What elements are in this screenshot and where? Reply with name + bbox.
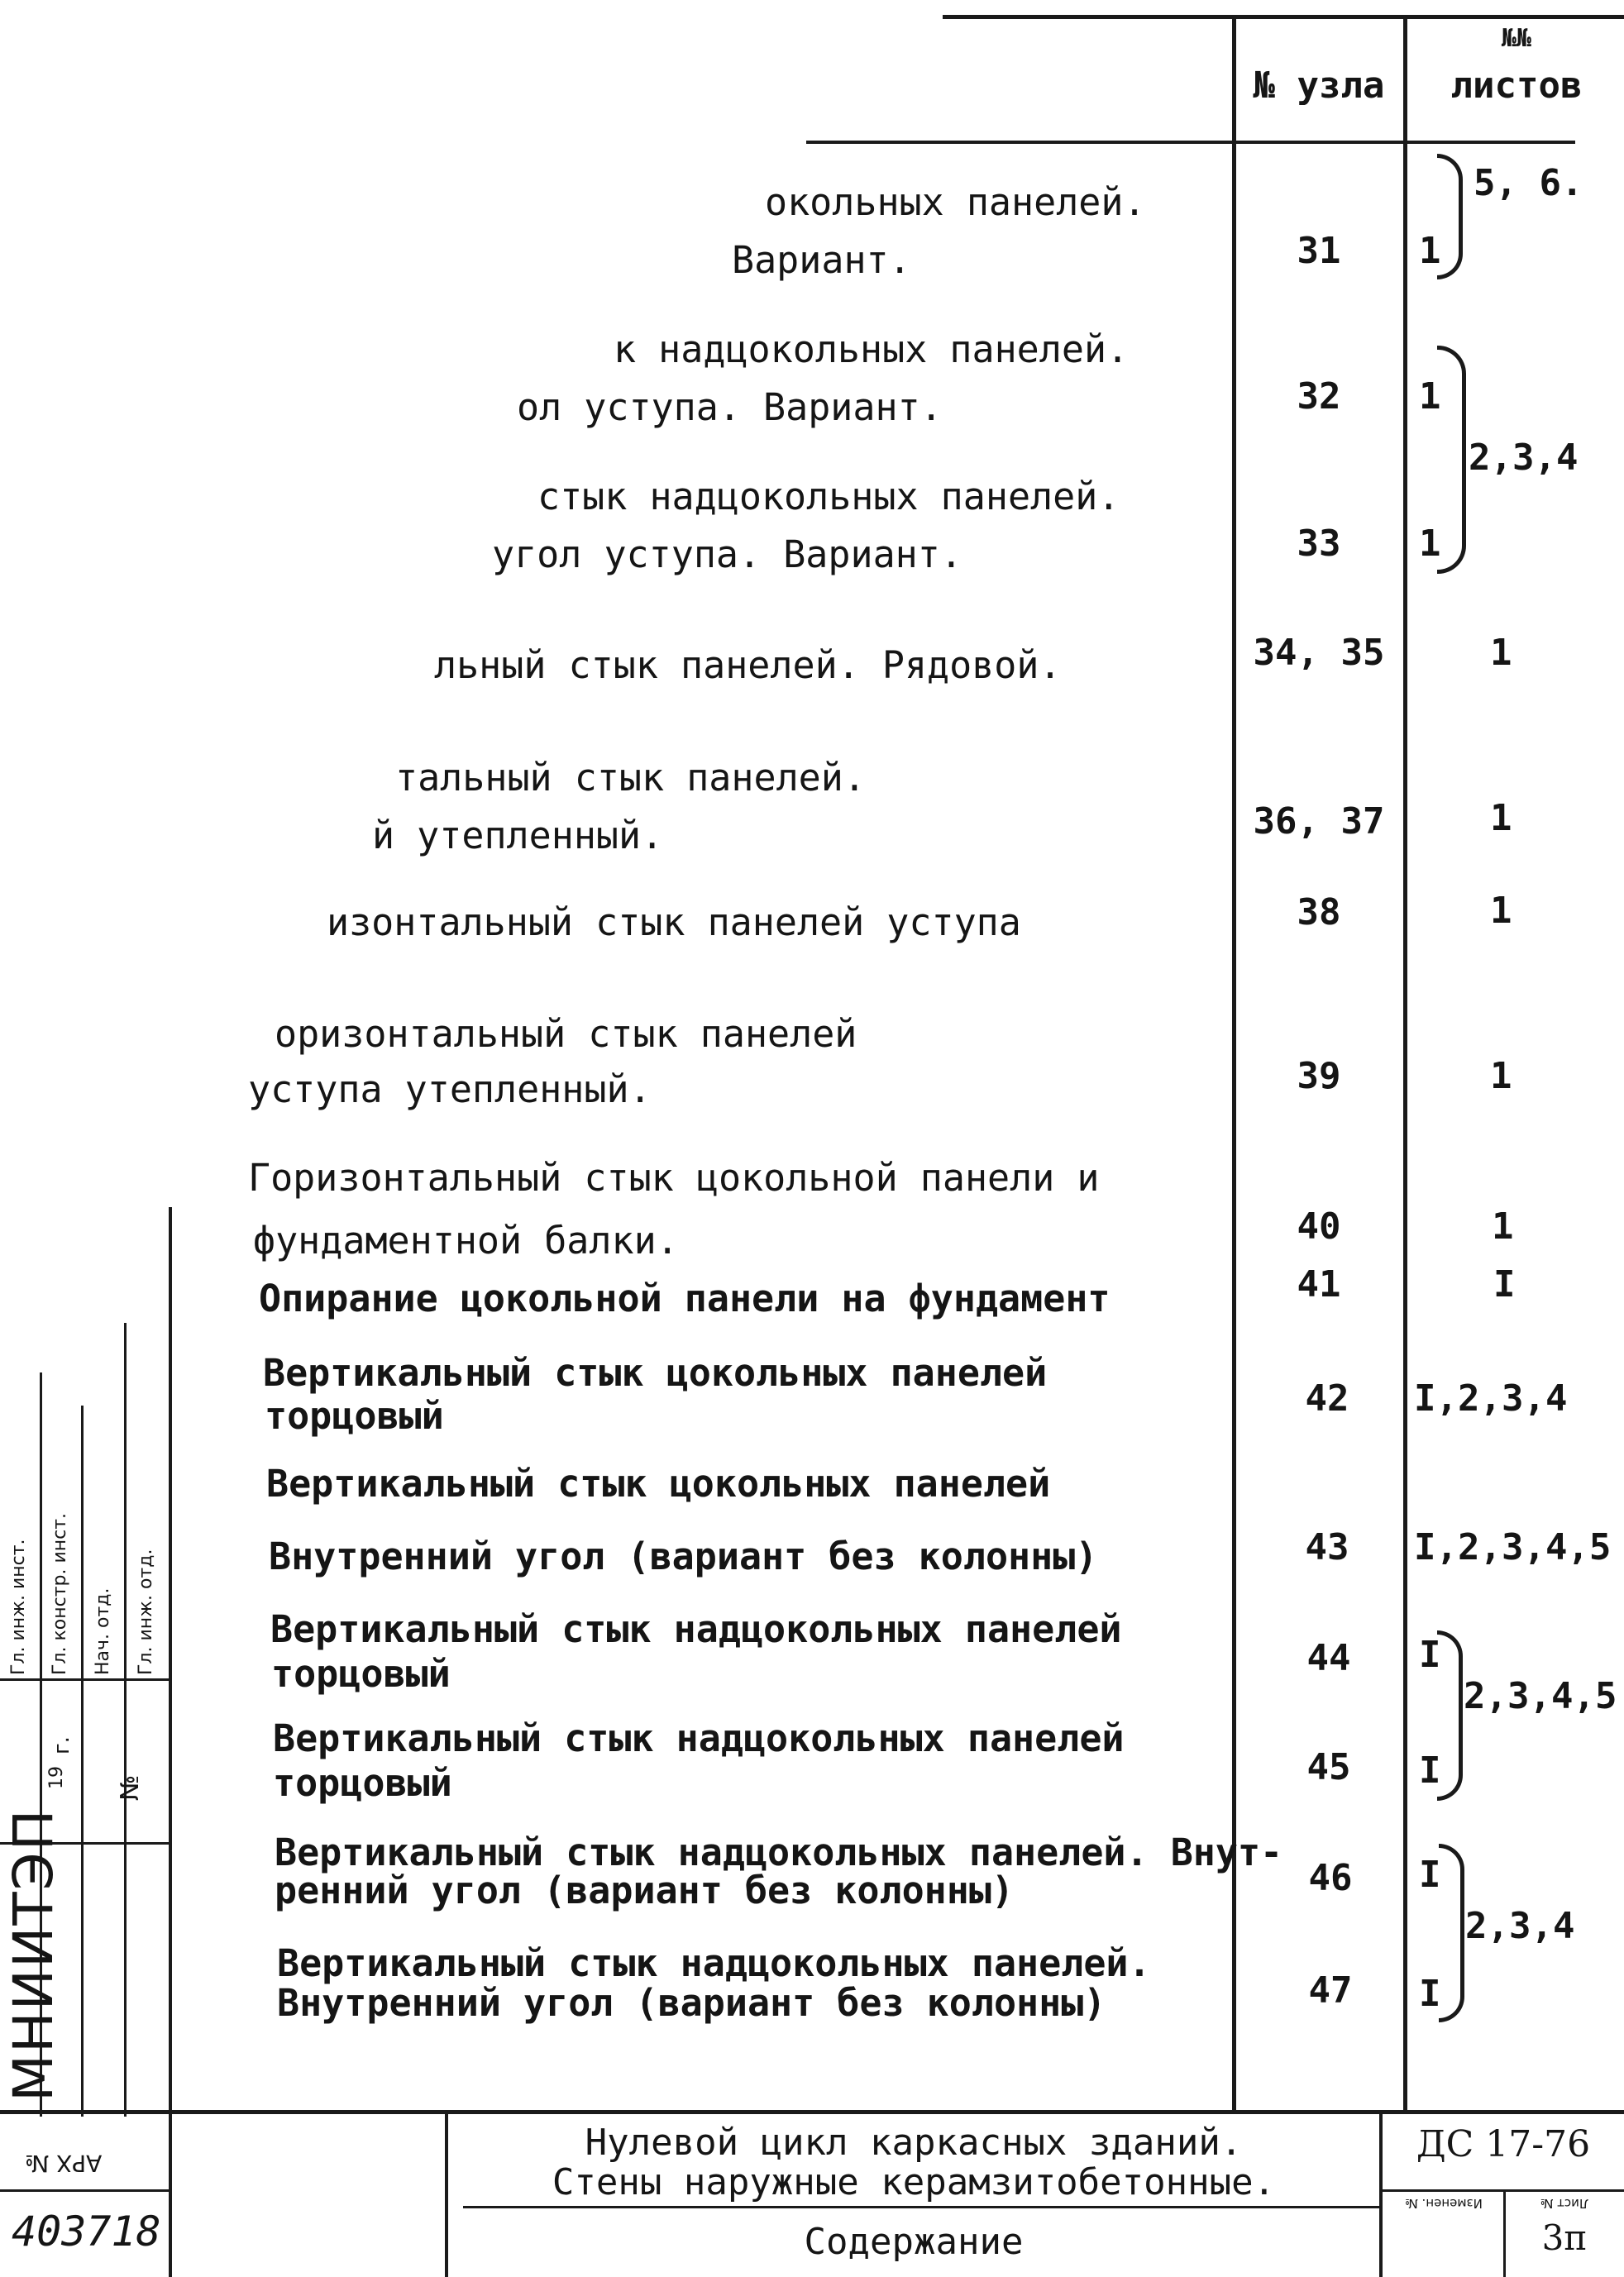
sheet-41: I (1493, 1263, 1516, 1306)
archive-rule (0, 2189, 169, 2192)
node-column-left-rule (1232, 15, 1236, 2112)
sheet-group-44-45: 2,3,4,5 (1464, 1675, 1617, 1717)
title-block-sheet-rule (1503, 2192, 1506, 2277)
node-number-45: 45 (1306, 1746, 1351, 1788)
header-rule (806, 141, 1575, 144)
node-number-44: 44 (1306, 1637, 1351, 1679)
sheet-44: I (1419, 1634, 1441, 1676)
node-number-42: 42 (1305, 1377, 1349, 1420)
brace-group-44-45 (1437, 1630, 1463, 1801)
row-44-line-2: торцовый (271, 1652, 451, 1696)
node-number-43: 43 (1305, 1526, 1349, 1568)
stamp-label-dept-head: Нач. отд. (93, 1587, 113, 1675)
stamp-no-mark: № (116, 1774, 145, 1801)
sheet-46: I (1419, 1854, 1441, 1896)
node-number-47: 47 (1308, 1969, 1353, 2012)
node-number-39: 39 (1297, 1055, 1341, 1097)
row-46-line-2: ренний угол (вариант без колонны) (275, 1869, 1015, 1912)
row-44-line-1: Вертикальный стык надцокольных панелей (270, 1607, 1122, 1651)
row-39-line-2: уступа утепленный. (248, 1067, 652, 1111)
document-code: ДС 17-76 (1416, 2123, 1591, 2165)
node-column-header: № узла (1253, 64, 1385, 107)
row-31-line-1: окольных панелей. (765, 180, 1146, 224)
sheet-group-32-33: 2,3,4 (1469, 437, 1579, 479)
row-46-line-1: Вертикальный стык надцокольных панелей. Внут- (275, 1831, 1283, 1874)
node-number-32: 32 (1297, 375, 1341, 418)
sheet-number: 3п (1541, 2217, 1588, 2258)
node-number-41: 41 (1297, 1263, 1341, 1306)
sheet-40: 1 (1492, 1205, 1514, 1248)
archive-label-text: АРХ № (25, 2150, 103, 2177)
sheet-group-31: 5, 6. (1474, 162, 1583, 204)
row-45-line-1: Вертикальный стык надцокольных панелей (273, 1716, 1125, 1760)
sheet-32: 1 (1419, 375, 1441, 418)
title-line-2: Стены наружные керамзитобетонные. (552, 2161, 1276, 2203)
stamp-label-chief-designer: Гл. констр. инст. (50, 1512, 70, 1675)
stamp-label-dept-engineer: Гл. инж. отд. (136, 1549, 156, 1675)
sheet-34-35: 1 (1490, 632, 1512, 674)
sheets-column-left-rule (1403, 15, 1407, 2112)
archive-number: 403718 (12, 2208, 161, 2256)
stamp-grid-h1 (0, 1678, 169, 1681)
row-36-line-1: тальный стык панелей. (395, 756, 866, 800)
stamp-org-rule (0, 2110, 169, 2112)
brace-group-46-47 (1439, 1844, 1464, 2022)
label-sheet-no-text: Лист № (1540, 2196, 1589, 2211)
sheet-33: 1 (1419, 523, 1441, 565)
sheet-39: 1 (1490, 1055, 1512, 1097)
row-33-line-2: угол уступа. Вариант. (492, 532, 962, 576)
row-42-line-2: торцовый (265, 1394, 444, 1438)
row-38-line-1: изонтальный стык панелей уступа (327, 900, 1021, 944)
stamp-grid-3 (124, 1323, 127, 2117)
title-block-mid-rule (463, 2206, 1379, 2208)
row-41-line-1: Опирание цокольной панели на фундамент (259, 1277, 1111, 1320)
sheet-31: 1 (1419, 230, 1441, 272)
stamp-year-mark: 19 (46, 1766, 67, 1789)
row-43-line-2: Внутренний угол (вариант без колонны) (269, 1535, 1098, 1578)
label-change-no (1386, 2196, 1502, 2211)
sheet-36-37: 1 (1490, 797, 1512, 839)
title-subtitle: Содержание (804, 2221, 1024, 2263)
node-number-34-35: 34, 35 (1253, 632, 1385, 674)
sheet-42: I,2,3,4 (1414, 1377, 1568, 1420)
stamp-right-rule (169, 1207, 172, 2277)
sheet-47: I (1419, 1973, 1441, 2015)
node-number-36-37: 36, 37 (1253, 800, 1385, 843)
node-number-46: 46 (1308, 1857, 1353, 1899)
sheet-43: I,2,3,4,5 (1414, 1526, 1612, 1568)
sheet-group-46-47: 2,3,4 (1465, 1905, 1575, 1947)
node-number-38: 38 (1297, 891, 1341, 933)
sheets-column-header-top: №№ (1501, 24, 1532, 53)
stamp-grid-2 (81, 1406, 84, 2117)
row-47-line-1: Вертикальный стык надцокольных панелей. (277, 1941, 1151, 1985)
row-42-line-1: Вертикальный стык цокольных панелей (263, 1351, 1048, 1395)
row-33-line-1: стык надцокольных панелей. (537, 475, 1120, 518)
row-36-line-2: й утепленный. (372, 814, 664, 857)
node-number-31: 31 (1297, 230, 1341, 272)
brace-group-31 (1437, 154, 1463, 279)
row-45-line-2: торцовый (273, 1761, 452, 1805)
archive-label (25, 2150, 102, 2177)
row-32-line-2: ол уступа. Вариант. (517, 385, 943, 429)
top-border (943, 15, 1624, 19)
node-number-33: 33 (1297, 523, 1341, 565)
node-number-40: 40 (1297, 1205, 1341, 1248)
stamp-organization: МНИИТЭП (2, 1807, 65, 2102)
row-43-line-1: Вертикальный стык цокольных панелей (266, 1462, 1051, 1506)
sheet-38: 1 (1490, 890, 1512, 932)
stamp-year-suffix: г. (50, 1736, 74, 1754)
stamp-label-chief-engineer: Гл. инж. инст. (8, 1539, 29, 1675)
row-40-line-1: Горизонтальный стык цокольной панели и (248, 1156, 1100, 1200)
row-32-line-1: к надцокольных панелей. (614, 327, 1130, 371)
label-change-no-text: Изменен. № (1405, 2196, 1483, 2211)
sheet-45: I (1419, 1750, 1441, 1792)
label-sheet-no (1507, 2196, 1622, 2211)
row-34-line-1: льный стык панелей. Рядовой. (434, 643, 1062, 687)
row-40-line-2: фундаментной балки. (253, 1219, 679, 1263)
sheets-column-header: листов (1450, 64, 1583, 107)
brace-group-32-33 (1437, 346, 1466, 574)
title-line-1: Нулевой цикл каркасных зданий. (585, 2122, 1243, 2164)
row-31-line-2: Вариант. (732, 238, 911, 282)
row-39-line-1: оризонтальный стык панелей (275, 1012, 857, 1056)
row-47-line-2: Внутренний угол (вариант без колонны) (277, 1981, 1106, 2025)
